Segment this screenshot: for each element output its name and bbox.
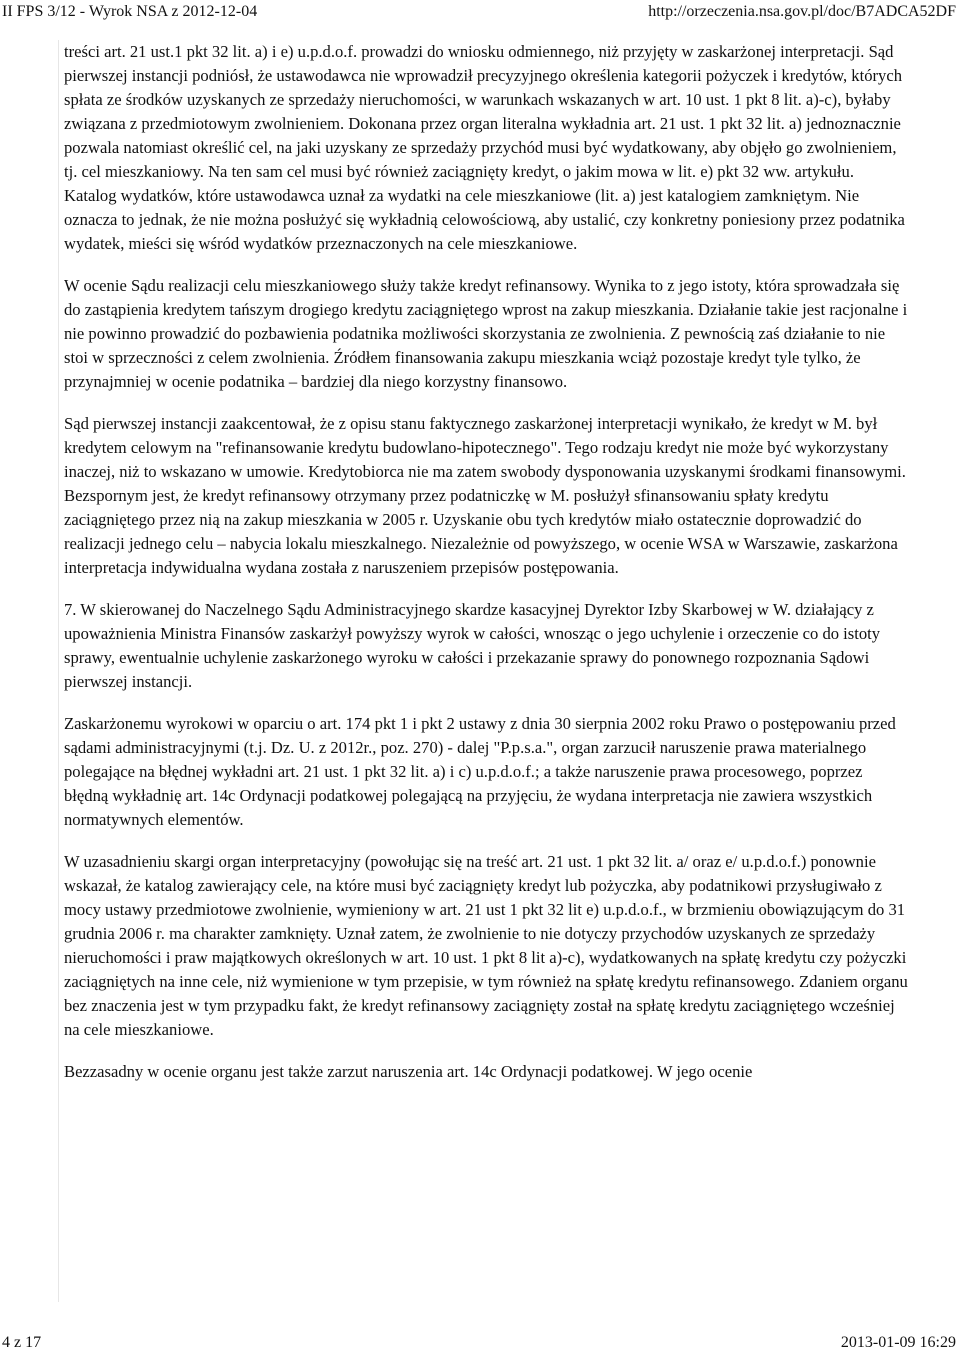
paragraph: Sąd pierwszej instancji zaakcentował, że z opisu stanu faktycznego zaskarżonej interpretacji wynikało, że kredyt w M. był kredytem celowym na "refinansowanie kredytu budowlano-hipotecznego". Tego rodzaju kredyt nie może być wykorzystany inaczej, niż to wskazano w umowie. Kredytobiorca nie ma zatem swobody dysponowania uzyskanymi środkami finansowymi. Bezspornym jest, że kredyt refinansowy otrzymany przez podatniczkę w M. posłużył sfinansowaniu spłaty kredytu zaciągniętego przez nią na zakup mieszkania w 2005 r. Uzyskanie obu tych kredytów miało ostatecznie doprowadzić do realizacji jednego celu – nabycia lokalu mieszkalnego. Niezależnie od powyższego, w ocenie WSA w Warszawie, zaskarżona interpretacja indywidualna wydana została z naruszeniem przepisów postępowania.: [64, 414, 906, 577]
header-document-title: II FPS 3/12 - Wyrok NSA z 2012-12-04: [2, 3, 258, 20]
paragraph: Zaskarżonemu wyrokowi w oparciu o art. 174 pkt 1 i pkt 2 ustawy z dnia 30 sierpnia 2002 roku Prawo o postępowaniu przed sądami administracyjnymi (t.j. Dz. U. z 2012r., poz. 270) - dalej "P.p.s.a.", organ zarzucił naruszenie prawa materialnego polegające na błędnej wykładni art. 21 ust. 1 pkt 32 lit. a) i c) u.p.d.o.f.; a także naruszenie prawa procesowego, poprzez błędną wykładnię art. 14c Ordynacji podatkowej polegającą na przyjęciu, że wydana interpretacja nie zawiera wszystkich normatywnych elementów.: [64, 714, 896, 829]
document-body: [58, 40, 908, 1302]
page-number: 4 z 17: [2, 1334, 42, 1351]
header-url: http://orzeczenia.nsa.gov.pl/doc/B7ADCA52DF: [648, 3, 956, 20]
paragraph: treści art. 21 ust.1 pkt 32 lit. a) i e) u.p.d.o.f. prowadzi do wniosku odmiennego, niż przyjęty w zaskarżonej interpretacji. Sąd pierwszej instancji podniósł, że ustawodawca nie wprowadził precyzyjnego określenia kategorii pożyczek i kredytów, których spłata ze środków uzyskanych ze sprzedaży nieruchomości, w warunkach wskazanych w art. 10 ust. 1 pkt 8 lit. a)-c), byłaby związana z przedmiotowym zwolnieniem. Dokonana przez organ literalna wykładnia art. 21 ust. 1 pkt 32 lit. a) jednoznacznie pozwala natomiast określić cel, na jaki uzyskany ze sprzedaży przychód musi być wydatkowany, aby objęło go zwolnieniem, tj. cel mieszkaniowy. Na ten sam cel musi być również zaciągnięty kredyt, o jakim mowa w lit. e) pkt 32 ww. artykułu. Katalog wydatków, które ustawodawca uznał za wydatki na cele mieszkaniowe (lit. a) jest katalogiem zamkniętym. Nie oznacza to jednak, że nie można posłużyć się wykładnią celowościową, aby ustalić, czy konkretny poniesiony przez podatnika wydatek, mieści się wśród wydatków przeznaczonych na cele mieszkaniowe.: [64, 42, 905, 253]
paragraph: W uzasadnieniu skargi organ interpretacyjny (powołując się na treść art. 21 ust. 1 pkt 32 lit. a/ oraz e/ u.p.d.o.f.) ponownie wskazał, że katalog zawierający cele, na które musi być zaciągnięty kredyt lub pożyczka, aby podatnikowi przysługiwało z mocy ustawy przedmiotowe zwolnienie, wymieniony w art. 21 ust 1 pkt 32 lit e) u.p.d.o.f., w brzmieniu obowiązującym do 31 grudnia 2006 r. ma charakter zamknięty. Uznał zatem, że zwolnienie to nie dotyczy przychodów uzyskanych ze sprzedaży nieruchomości i praw majątkowych określonych w art. 10 ust. 1 pkt 8 lit a)-c), wydatkowanych na spłatę kredytu czy pożyczki zaciągniętych na inne cele, niż wymienione w tym przepisie, w tym również na spłatę kredytu refinansowego. Zdaniem organu bez znaczenia jest w tym przypadku fakt, że kredyt refinansowy zaciągnięty został na spłatę kredytu zaciągniętego wcześniej na cele mieszkaniowe.: [64, 852, 908, 1039]
paragraph: Bezzasadny w ocenie organu jest także zarzut naruszenia art. 14c Ordynacji podatkowej. W jego ocenie: [64, 1062, 753, 1081]
print-timestamp: 2013-01-09 16:29: [840, 1334, 956, 1351]
paragraph: W ocenie Sądu realizacji celu mieszkaniowego służy także kredyt refinansowy. Wynika to z jego istoty, która sprowadzała się do zastąpienia kredytem tańszym drogiego kredytu zaciągniętego wprost na zakup mieszkania. Działanie takie jest racjonalne i nie powinno prowadzić do pozbawienia podatnika możliwości skorzystania ze zwolnienia. Z pewnością zaś działanie to nie stoi w sprzeczności z celem zwolnienia. Źródłem finansowania zakupu mieszkania wciąż pozostaje kredyt tyle tylko, że przynajmniej w ocenie podatnika – bardziej dla niego korzystny finansowo.: [64, 276, 908, 391]
paragraph: 7. W skierowanej do Naczelnego Sądu Administracyjnego skardze kasacyjnej Dyrektor Izby Skarbowej w W. działający z upoważnienia Ministra Finansów zaskarżył powyższy wyrok w całości, wnosząc o jego uchylenie i orzeczenie co do istoty sprawy, ewentualnie uchylenie zaskarżonego wyroku w całości i przekazanie sprawy do ponownego rozpoznania Sądowi pierwszej instancji.: [64, 600, 881, 691]
